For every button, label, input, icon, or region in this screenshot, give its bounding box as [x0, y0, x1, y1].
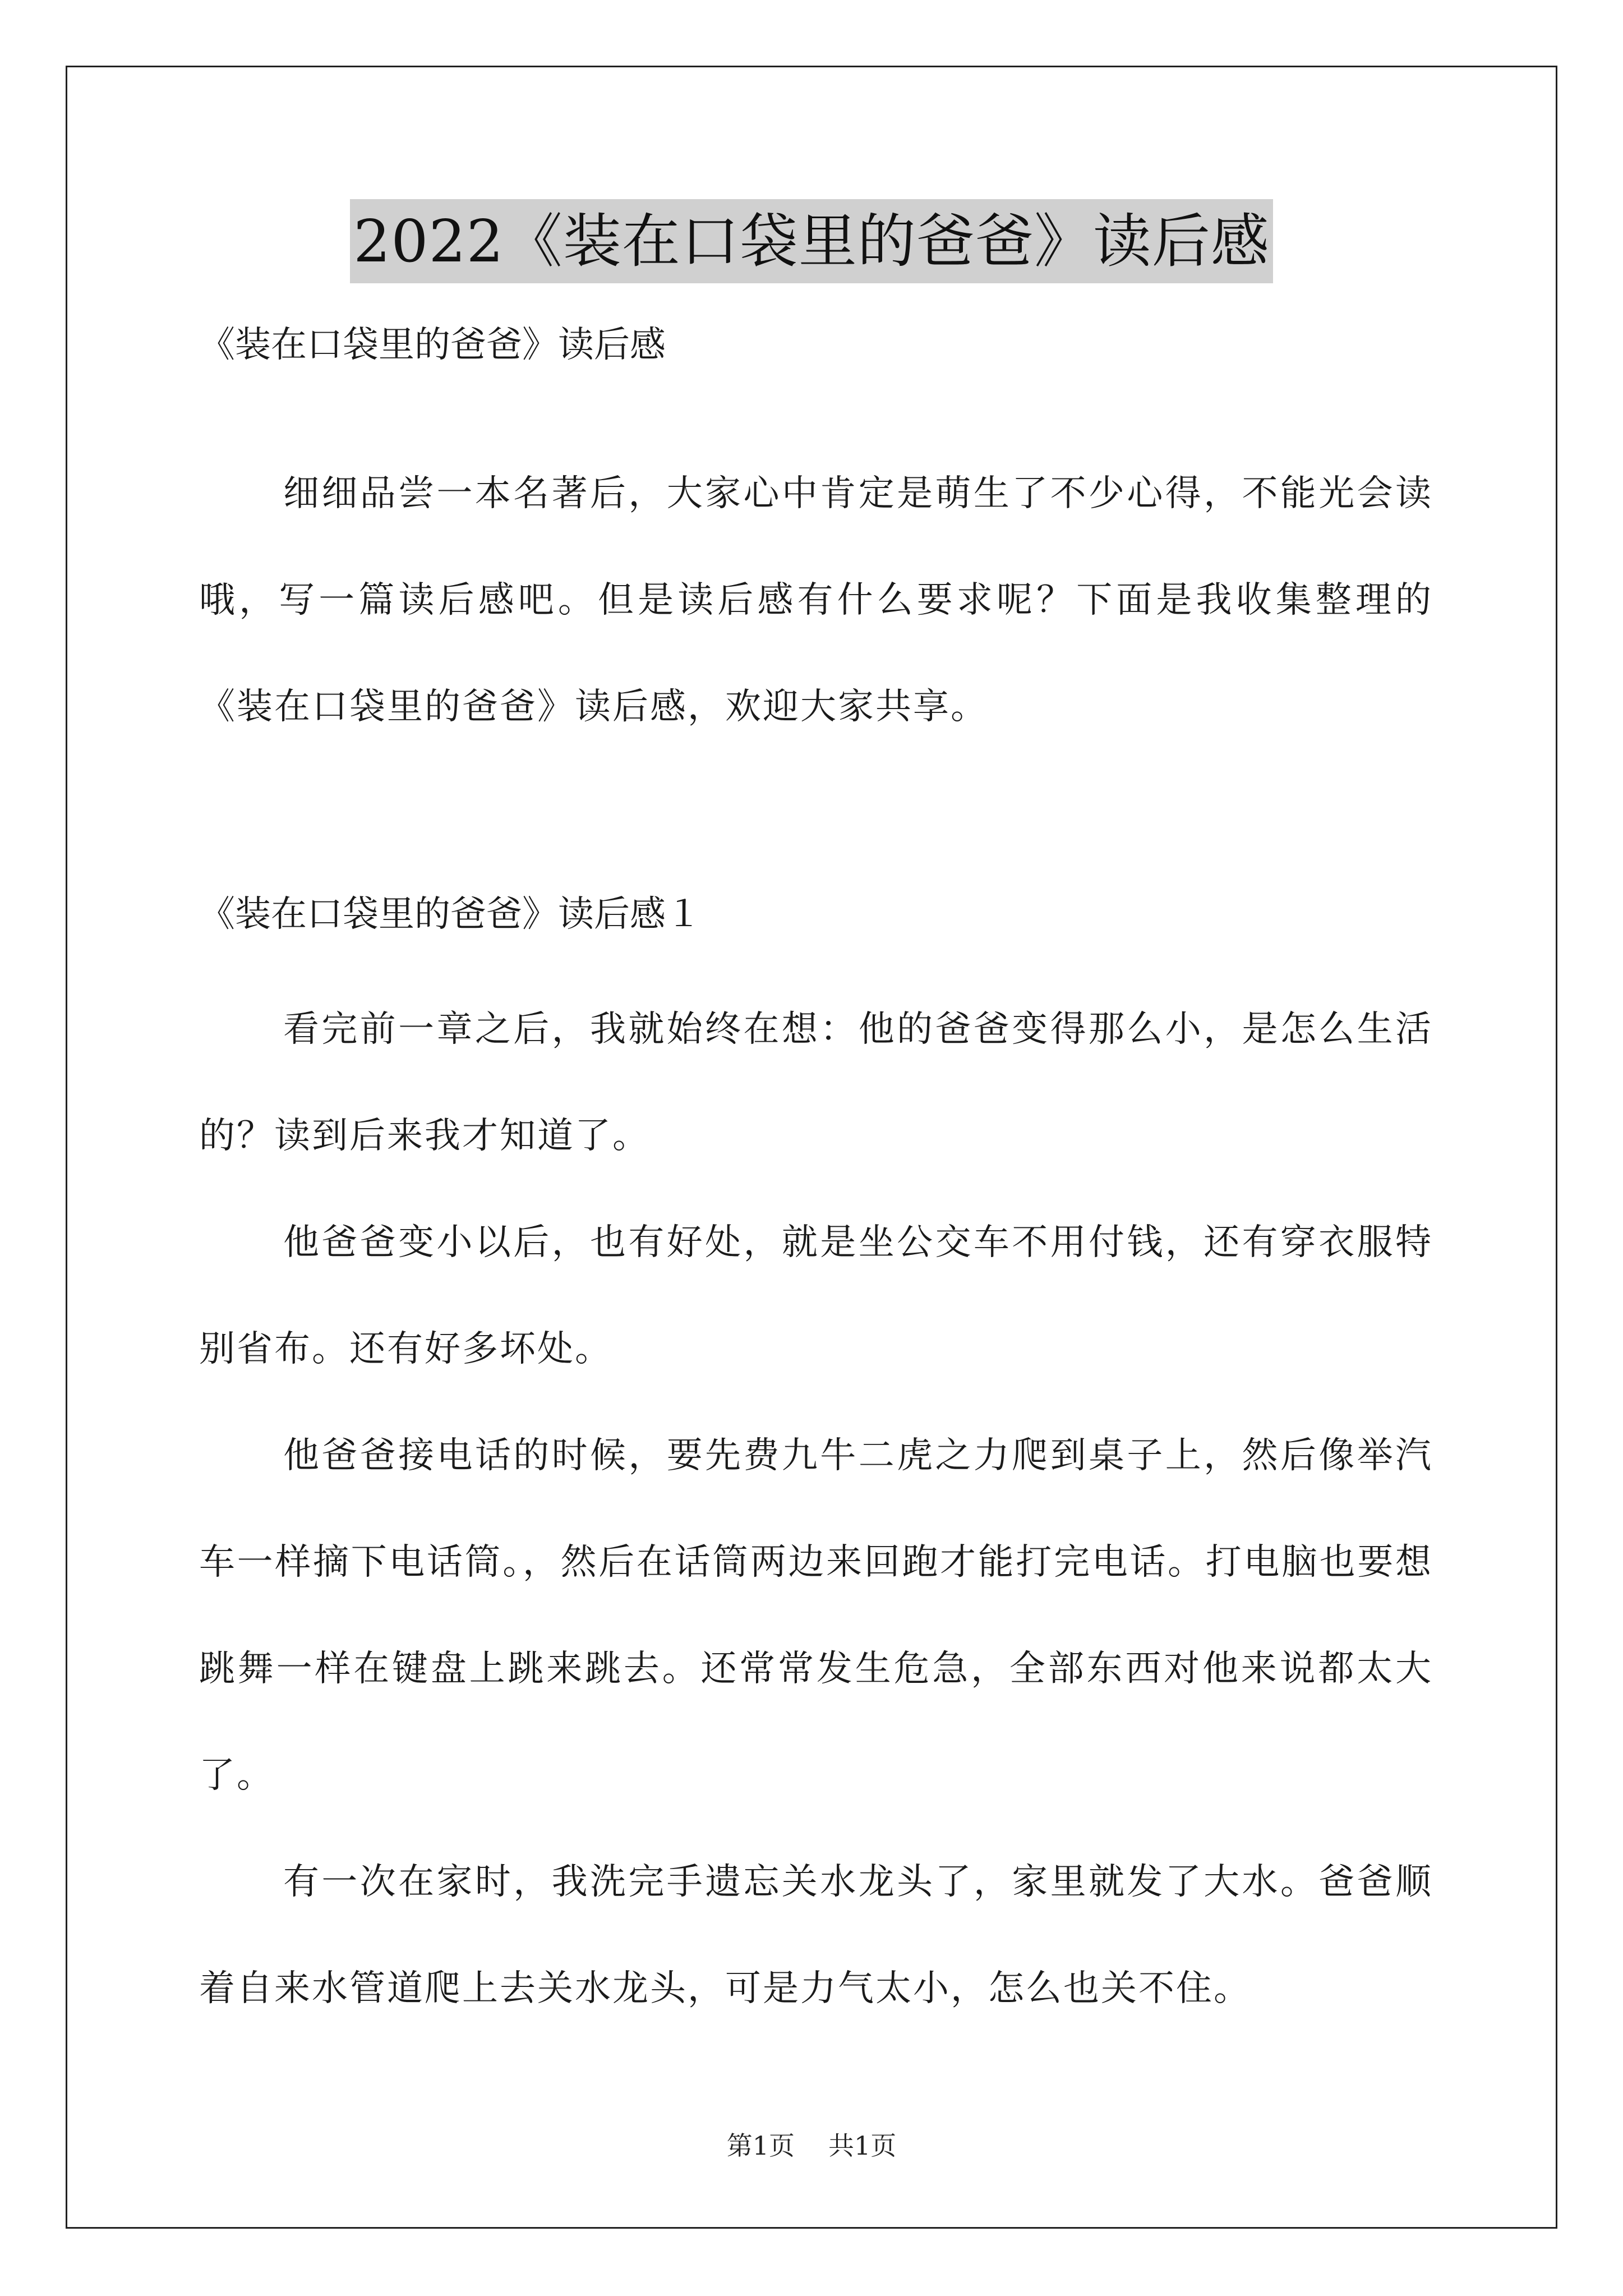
section-heading: 《装在口袋里的爸爸》读后感１	[199, 894, 702, 935]
title-wrap	[0, 199, 1623, 283]
body-paragraph-1: 看完前一章之后，我就始终在想：他的爸爸变得那么小，是怎么生活的？读到后来我才知道了。	[199, 1009, 1433, 1157]
intro-paragraph: 细细品尝一本名著后，大家心中肯定是萌生了不少心得，不能光会读哦，写一篇读后感吧。但是读后感有什么要求呢？下面是我收集整理的《装在口袋里的爸爸》读后感，欢迎大家共享。	[199, 473, 1433, 728]
document-title: 2022《装在口袋里的爸爸》读后感	[350, 199, 1273, 283]
document-subtitle: 《装在口袋里的爸爸》读后感	[199, 324, 666, 366]
page-total: 共1页	[828, 2131, 897, 2161]
page-footer	[0, 2126, 1623, 2165]
page-number: 第1页	[726, 2131, 795, 2161]
body-paragraph-2: 他爸爸变小以后，也有好处，就是坐公交车不用付钱，还有穿衣服特别省布。还有好多坏处。	[199, 1222, 1433, 1370]
body-paragraph-3: 他爸爸接电话的时候，要先费九牛二虎之力爬到桌子上，然后像举汽车一样摘下电话筒。，然后在话筒两边来回跑才能打完电话。打电脑也要想跳舞一样在键盘上跳来跳去。还常常发生危急，全部东西对他来说都太大了。	[199, 1435, 1433, 1796]
body-paragraph-4: 有一次在家时，我洗完手遗忘关水龙头了，家里就发了大水。爸爸顺着自来水管道爬上去关水龙头，可是力气太小，怎么也关不住。	[199, 1861, 1433, 2009]
